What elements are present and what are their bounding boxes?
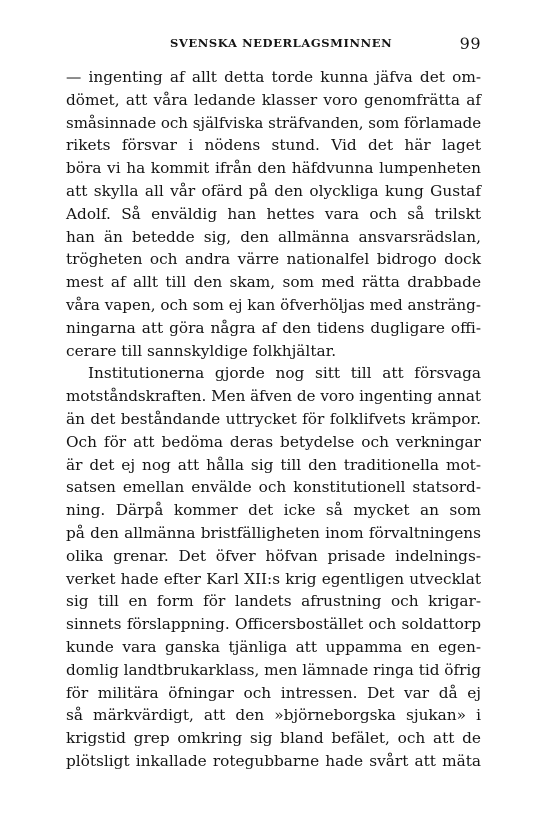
text-line: våra vapen, och som ej kan öfverhöljas med ansträng- [66, 295, 481, 314]
body-text [66, 66, 481, 773]
text-line: krigstid grep omkring sig bland befälet, och att de [66, 729, 481, 748]
text-line: dömet, att våra ledande klasser voro genomfrätta af [66, 90, 481, 109]
text-line: ningarna att göra några af den tidens dugligare offi- [66, 318, 481, 337]
text-line: småsinnade och själfviska sträfvanden, som förlamade [66, 113, 482, 132]
text-line: ning. Därpå kommer det icke så mycket an som [66, 501, 481, 520]
text-line: Och för att bedöma deras betydelse och verkningar [66, 432, 481, 451]
text-line: på den allmänna bristfälligheten inom förvaltningens [66, 523, 481, 542]
text-line: sinnets förslappning. Officersbostället och soldattorp [66, 615, 481, 634]
paragraph-end-line: cerare till sannskyldige folkhjältar. [66, 341, 337, 360]
text-line: domlig landtbrukarklass, men lämnade ringa tid öfrig [66, 660, 481, 679]
text-line: kunde vara ganska tjänliga att uppamma en egen- [66, 637, 481, 656]
text-line: är det ej nog att hålla sig till den traditionella mot- [66, 455, 481, 474]
text-line: plötsligt inkallade rotegubbarne hade svårt att mäta [66, 751, 481, 770]
text-line: så märkvärdigt, att den »björneborgska sjukan» i [66, 706, 481, 725]
text-line: rikets försvar i nödens stund. Vid det här laget [66, 136, 481, 155]
page-number: 99 [459, 34, 481, 53]
text-line: han än betedde sig, den allmänna ansvarsrädslan, [66, 227, 481, 246]
running-head [66, 36, 481, 56]
text-line: satsen emellan envälde och konstitutionell statsord- [66, 478, 481, 497]
text-line: böra vi ha kommit ifrån den häfdvunna lumpenheten [66, 159, 481, 178]
paragraph-start-line: Institutionerna gjorde nog sitt till att försvaga [88, 364, 481, 383]
text-line: för militära öfningar och intressen. Det var då ej [66, 683, 481, 702]
text-line: motståndskraften. Men äfven de voro ingenting annat [66, 387, 481, 406]
text-line: trögheten och andra värre nationalfel bidrogo dock [66, 250, 481, 269]
text-line: mest af allt till den skam, som med rätta drabbade [66, 273, 481, 292]
running-title: SVENSKA NEDERLAGSMINNEN [170, 36, 393, 50]
text-line: olika grenar. Det öfver höfvan prisade indelnings- [66, 546, 481, 565]
text-line: — ingenting af allt detta torde kunna jäfva det om- [66, 68, 481, 86]
text-line: att skylla all vår ofärd på den olyckliga kung Gustaf [66, 181, 481, 200]
text-line: Adolf. Så enväldig han hettes vara och så trilskt [66, 204, 481, 223]
text-line: sig till en form för landets afrustning och krigar- [66, 592, 481, 611]
text-line: verket hade efter Karl XII:s krig egentligen utvecklat [66, 569, 481, 588]
text-line: än det beståndande uttrycket för folklifvets krämpor. [66, 409, 481, 428]
